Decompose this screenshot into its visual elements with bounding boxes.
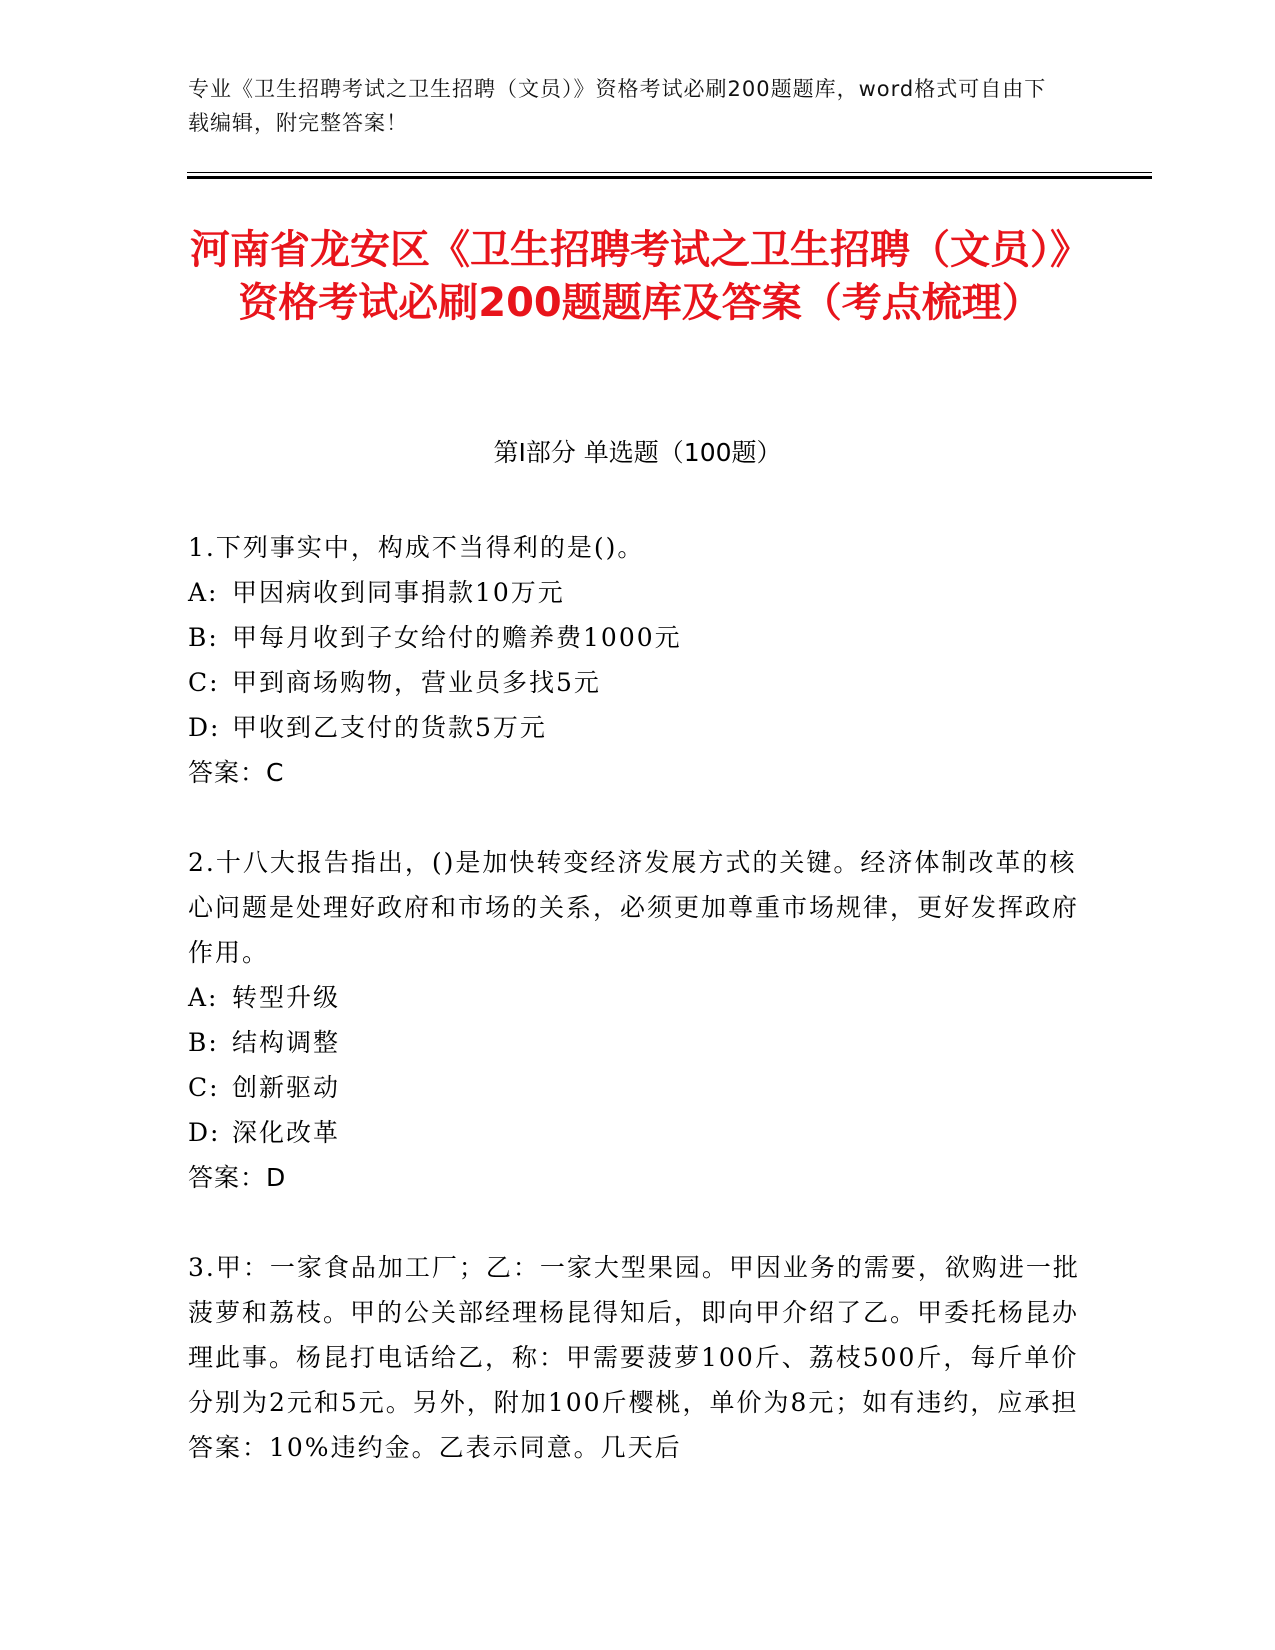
option-letter: A:: [188, 578, 219, 607]
option-text: 创新驱动: [232, 1073, 341, 1102]
option-letter: D:: [188, 1118, 221, 1147]
option-d: [188, 705, 1083, 750]
option-letter: C:: [188, 668, 220, 697]
option-b: [188, 1020, 1083, 1065]
option-letter: B:: [188, 1028, 219, 1057]
option-a: [188, 975, 1083, 1020]
option-b: [188, 615, 1083, 660]
section-heading: 第Ⅰ部分 单选题（100题）: [493, 438, 782, 467]
option-d: [188, 1110, 1083, 1155]
option-letter: C:: [188, 1073, 220, 1102]
option-c: [188, 1065, 1083, 1110]
option-letter: A:: [188, 983, 219, 1012]
option-text: 深化改革: [232, 1118, 341, 1147]
header-rule-thick: [187, 176, 1152, 179]
option-letter: D:: [188, 713, 221, 742]
option-c: [188, 660, 1083, 705]
question-1: [188, 525, 1083, 795]
option-text: 结构调整: [232, 1028, 341, 1057]
option-letter: B:: [188, 623, 219, 652]
question-stem: 3.甲：一家食品加工厂；乙：一家大型果园。甲因业务的需要，欲购进一批菠萝和荔枝。甲的公关部经理杨昆得知后，即向甲介绍了乙。甲委托杨昆办理此事。杨昆打电话给乙，称：甲需要菠萝100斤、荔枝500斤，每斤单价分别为2元和5元。另外，附加100斤樱桃，单价为8元；如有违约，应承担答案：10%违约金。乙表示同意。几天后: [188, 1253, 1080, 1462]
question-stem: 2.十八大报告指出，()是加快转变经济发展方式的关键。经济体制改革的核心问题是处理好政府和市场的关系，必须更加尊重市场规律，更好发挥政府作用。: [188, 848, 1080, 967]
question-3: [188, 1245, 1083, 1470]
header-note: 专业《卫生招聘考试之卫生招聘（文员）》资格考试必刷200题题库，word格式可自由下载编辑，附完整答案！: [188, 77, 1047, 135]
option-text: 转型升级: [232, 983, 341, 1012]
header-rule-thin: [187, 172, 1152, 173]
question-2: [188, 840, 1083, 1200]
answer-line: 答案：D: [188, 1163, 287, 1192]
option-text: 甲到商场购物，营业员多找5元: [232, 668, 601, 697]
question-stem: 1.下列事实中，构成不当得利的是()。: [188, 533, 645, 562]
option-text: 甲因病收到同事捐款10万元: [232, 578, 565, 607]
page-title: 河南省龙安区《卫生招聘考试之卫生招聘（文员）》资格考试必刷200题题库及答案（考点梳理）: [190, 227, 1090, 326]
option-text: 甲每月收到子女给付的赡养费1000元: [232, 623, 682, 652]
question-list: [188, 525, 1083, 1515]
answer-line: 答案：C: [188, 758, 285, 787]
option-a: [188, 570, 1083, 615]
option-text: 甲收到乙支付的货款5万元: [232, 713, 547, 742]
